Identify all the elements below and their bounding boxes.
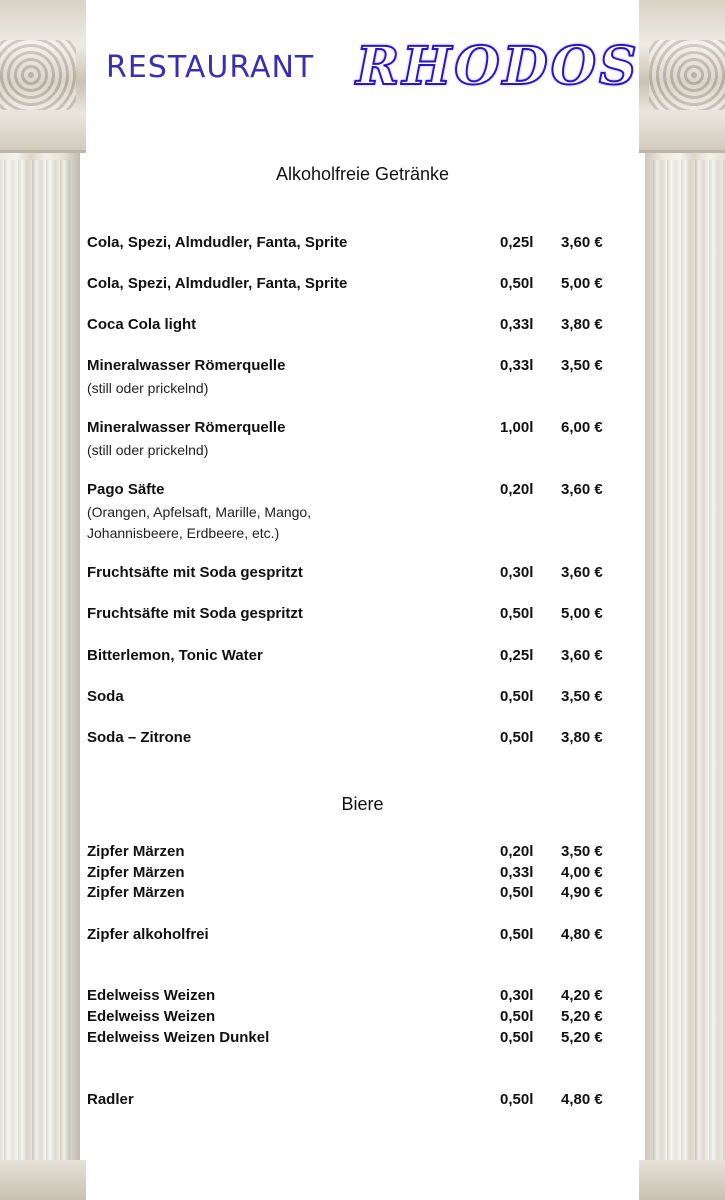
item-name: Coca Cola light — [87, 316, 197, 333]
item-name: Zipfer Märzen — [87, 884, 185, 901]
section-title-biere: Biere — [341, 794, 384, 814]
item-price: 6,00 € — [561, 419, 603, 436]
right-column-capital — [639, 0, 725, 153]
item-name: Soda – Zitrone — [87, 729, 192, 746]
item-description: (Orangen, Apfelsaft, Marille, Mango, — [87, 504, 312, 520]
item-name: Cola, Spezi, Almdudler, Fanta, Sprite — [87, 275, 348, 292]
item-name: Radler — [87, 1091, 134, 1108]
item-size: 0,50l — [500, 729, 534, 746]
item-price: 3,50 € — [561, 688, 603, 705]
item-description-line2: Johannisbeere, Erdbeere, etc.) — [87, 525, 280, 541]
item-size: 0,50l — [500, 688, 534, 705]
item-size: 0,20l — [500, 481, 534, 498]
item-name: Mineralwasser Römerquelle — [87, 357, 286, 374]
item-price: 5,00 € — [561, 605, 603, 622]
item-size: 0,30l — [500, 987, 534, 1004]
item-size: 0,50l — [500, 1091, 534, 1108]
item-price: 5,00 € — [561, 275, 603, 292]
item-price: 4,00 € — [561, 864, 603, 881]
item-price: 5,20 € — [561, 1029, 603, 1046]
item-name: Pago Säfte — [87, 481, 165, 498]
item-name: Zipfer Märzen — [87, 843, 185, 860]
item-price: 4,90 € — [561, 884, 603, 901]
item-price: 3,80 € — [561, 729, 603, 746]
item-size: 0,50l — [500, 884, 534, 901]
item-name: Zipfer Märzen — [87, 864, 185, 881]
item-size: 0,50l — [500, 1029, 534, 1046]
item-price: 3,60 € — [561, 564, 603, 581]
item-name: Edelweiss Weizen — [87, 987, 216, 1004]
item-price: 4,20 € — [561, 987, 603, 1004]
item-price: 3,50 € — [561, 357, 603, 374]
item-name: Fruchtsäfte mit Soda gespritzt — [87, 605, 303, 622]
item-size: 0,33l — [500, 316, 534, 333]
left-column-capital — [0, 0, 86, 153]
restaurant-label: RESTAURANT — [106, 50, 315, 85]
section-title-alkoholfrei: Alkoholfreie Getränke — [275, 164, 450, 184]
item-price: 3,60 € — [561, 234, 603, 251]
restaurant-header — [106, 36, 646, 100]
item-price: 3,60 € — [561, 481, 603, 498]
item-size: 0,50l — [500, 605, 534, 622]
item-price: 4,80 € — [561, 1091, 603, 1108]
item-name: Zipfer alkoholfrei — [87, 926, 209, 943]
rhodos-logo-text: RHODOS — [356, 36, 640, 97]
item-price: 3,60 € — [561, 647, 603, 664]
item-size: 0,25l — [500, 234, 534, 251]
item-name: Edelweiss Weizen — [87, 1008, 216, 1025]
item-description: (still oder prickelnd) — [87, 380, 209, 396]
item-name: Edelweiss Weizen Dunkel — [87, 1029, 270, 1046]
item-size: 0,50l — [500, 926, 534, 943]
item-name: Bitterlemon, Tonic Water — [87, 647, 263, 664]
item-size: 0,20l — [500, 843, 534, 860]
item-price: 5,20 € — [561, 1008, 603, 1025]
item-name: Cola, Spezi, Almdudler, Fanta, Sprite — [87, 234, 348, 251]
item-name: Mineralwasser Römerquelle — [87, 419, 286, 436]
item-description: (still oder prickelnd) — [87, 442, 209, 458]
item-name: Soda — [87, 688, 124, 705]
item-size: 0,50l — [500, 275, 534, 292]
item-size: 0,50l — [500, 1008, 534, 1025]
item-size: 1,00l — [500, 419, 534, 436]
item-size: 0,25l — [500, 647, 534, 664]
item-price: 3,50 € — [561, 843, 603, 860]
item-size: 0,33l — [500, 864, 534, 881]
item-size: 0,33l — [500, 357, 534, 374]
item-name: Fruchtsäfte mit Soda gespritzt — [87, 564, 303, 581]
item-price: 3,80 € — [561, 316, 603, 333]
item-size: 0,30l — [500, 564, 534, 581]
item-price: 4,80 € — [561, 926, 603, 943]
